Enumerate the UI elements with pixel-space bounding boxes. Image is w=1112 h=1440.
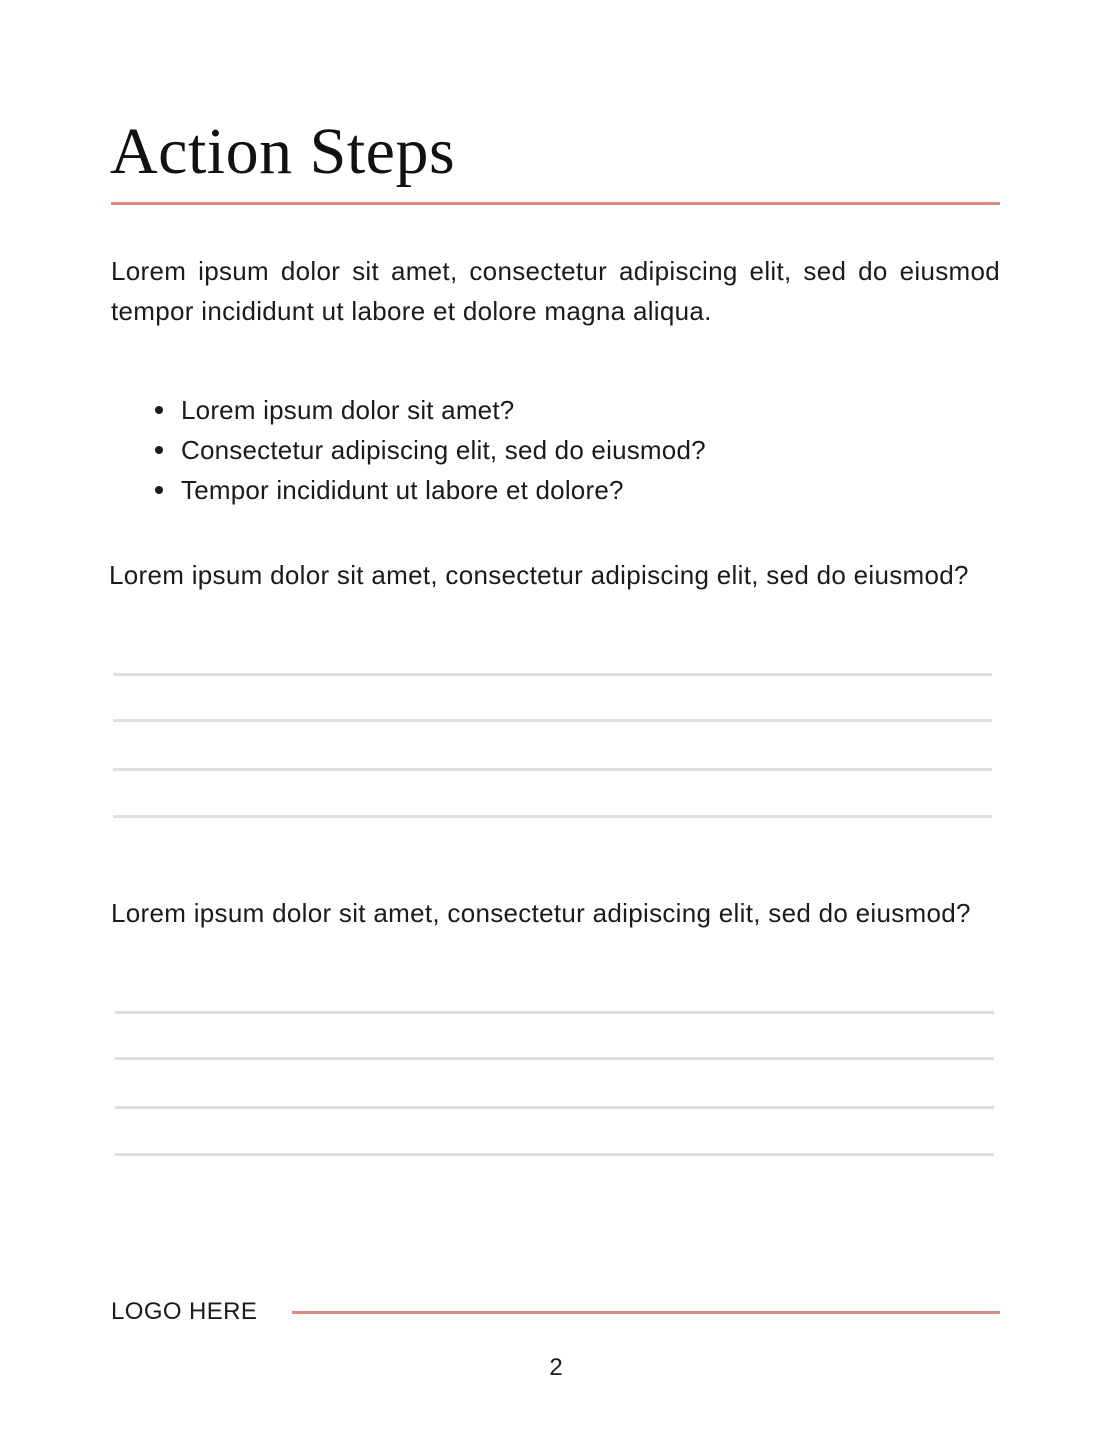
answer-line[interactable] [113,719,992,722]
list-item [155,430,706,470]
bullet-icon [155,406,163,414]
footer-logo-placeholder: LOGO HERE [111,1298,258,1325]
answer-line[interactable] [115,1153,994,1156]
intro-paragraph: Lorem ipsum dolor sit amet, consectetur adipiscing elit, sed do eiusmod tempor incididunt ut labore et dolore magna aliqua. [111,256,1000,326]
list-item-text: Lorem ipsum dolor sit amet? [181,395,515,425]
title-divider [111,202,1000,205]
footer-divider [292,1311,1000,1314]
page-title: Action Steps [110,115,456,188]
page-number: 2 [549,1354,563,1381]
bullet-icon [155,486,163,494]
bullet-list [155,390,706,510]
bullet-icon [155,446,163,454]
question-2: Lorem ipsum dolor sit amet, consectetur adipiscing elit, sed do eiusmod? [111,898,971,928]
list-item-text: Consectetur adipiscing elit, sed do eiusmod? [181,435,706,465]
list-item [155,470,706,510]
list-item-text: Tempor incididunt ut labore et dolore? [181,475,624,505]
answer-line[interactable] [115,1011,994,1014]
answer-line[interactable] [113,673,992,676]
list-item [155,390,706,430]
answer-line[interactable] [113,815,992,818]
answer-line[interactable] [115,1057,994,1060]
question-1: Lorem ipsum dolor sit amet, consectetur adipiscing elit, sed do eiusmod? [109,560,969,590]
answer-line[interactable] [115,1106,994,1109]
answer-line[interactable] [113,768,992,771]
